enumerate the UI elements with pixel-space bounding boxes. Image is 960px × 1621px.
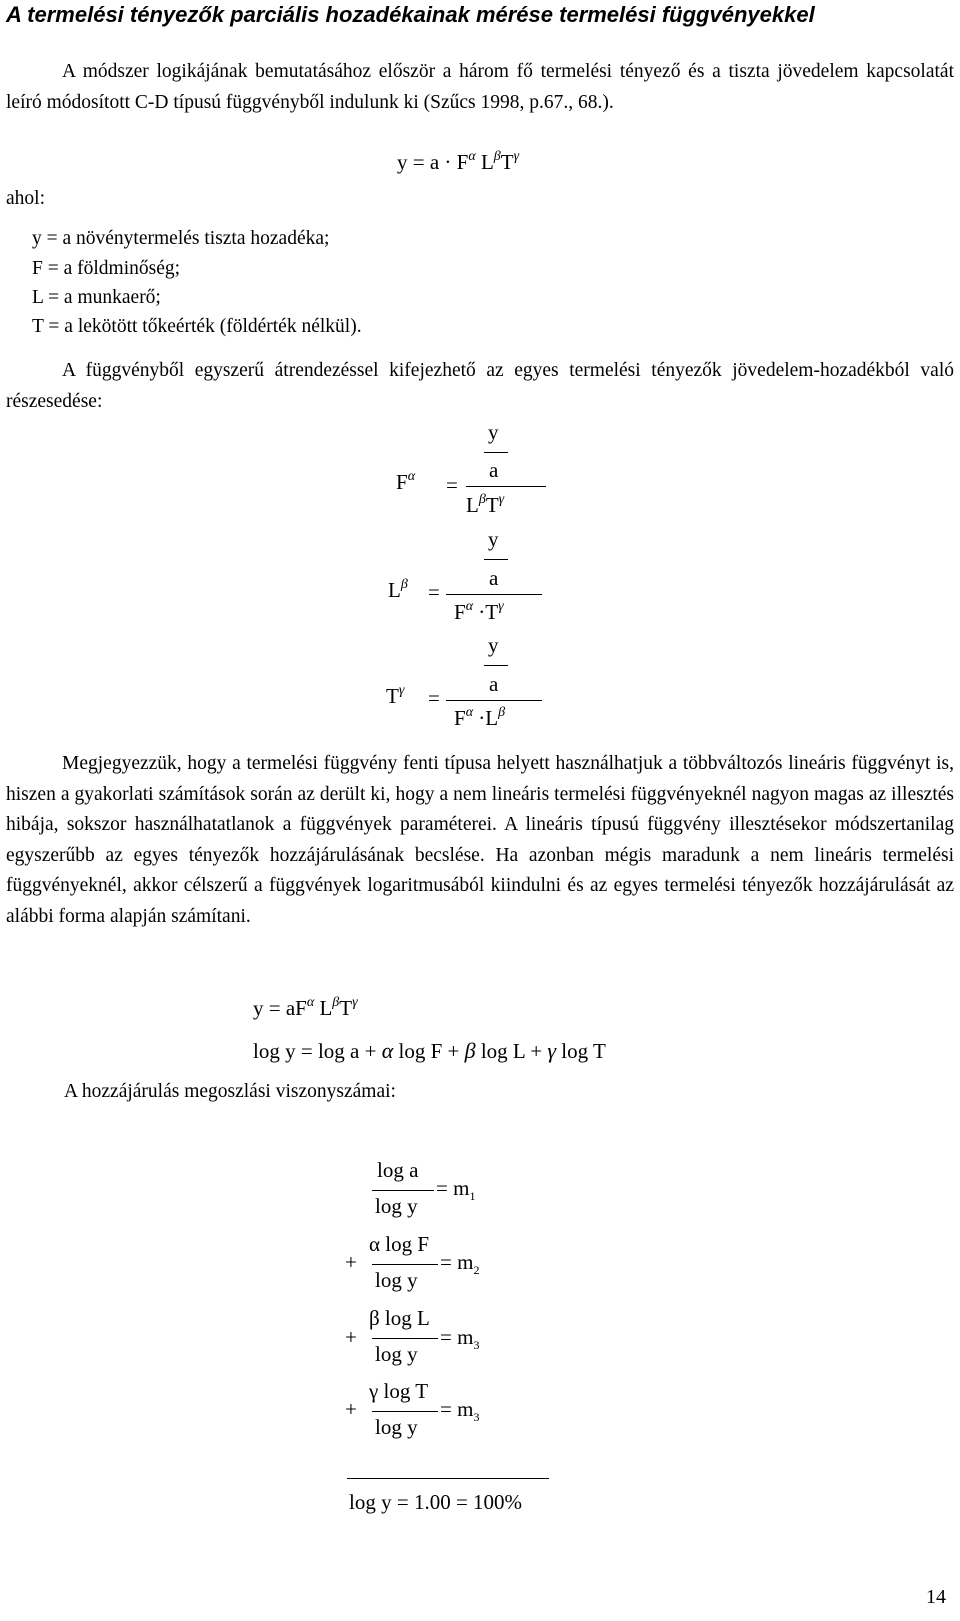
share1-main-line <box>466 486 546 487</box>
ratio1-line <box>372 1190 434 1191</box>
fl-log-y: log y <box>253 1039 296 1063</box>
ratio3-line <box>372 1338 438 1339</box>
share2-lhs <box>388 578 408 603</box>
ratio2-numerator: α log F <box>369 1232 430 1256</box>
distribution-heading: A hozzájárulás megoszlási viszonyszámai: <box>64 1081 396 1102</box>
share2-L: L <box>388 578 401 602</box>
ratio4-m: m <box>457 1397 474 1421</box>
ratio4-denominator: log y <box>375 1415 418 1439</box>
fl-plus-3: + <box>530 1039 543 1063</box>
fl-log-T: log T <box>561 1039 606 1063</box>
ratio3-index: 3 <box>473 1338 480 1352</box>
share2-inner-line <box>484 559 508 560</box>
share2-a: a <box>489 566 499 590</box>
ratio1-numerator: log a <box>377 1158 419 1182</box>
ratio3-denominator: log y <box>375 1342 418 1366</box>
fl-eq: = <box>300 1039 313 1063</box>
share3-dot: · <box>478 706 486 730</box>
formula-eq: = <box>412 150 425 174</box>
ratio3-result: = $m_3$ <box>440 1325 480 1352</box>
fl-alpha: α <box>381 1038 394 1063</box>
share3-F: F <box>454 706 466 730</box>
share2-main-line <box>446 594 542 595</box>
total-eq-2: = <box>455 1490 468 1514</box>
ratio1-index: 1 <box>469 1189 476 1203</box>
share2-denominator <box>454 600 504 625</box>
ratio4-numerator: γ log T <box>369 1379 429 1403</box>
ratio2-result: = $m_2$ <box>440 1250 480 1277</box>
share2-beta: β <box>400 577 408 592</box>
share2-T: T <box>485 600 499 624</box>
ratio4-line <box>372 1411 438 1412</box>
ratio1-result: = $m_1$ <box>436 1176 476 1203</box>
ratio4-prefix: + <box>345 1397 357 1421</box>
fy-alpha: α <box>306 995 315 1010</box>
ratio3-m: m <box>457 1325 474 1349</box>
fy-L: L <box>319 996 333 1020</box>
formula-alpha: α <box>468 149 476 164</box>
share1-beta: β <box>478 492 486 507</box>
share1-lhs <box>396 470 415 495</box>
fy-beta: β <box>332 995 340 1010</box>
total-formula <box>349 1490 522 1515</box>
definition-F: F = a földminőség; <box>32 258 181 279</box>
ratio3-numerator: β log L <box>369 1306 430 1330</box>
share1-T: T <box>485 493 499 517</box>
ratio2-line <box>372 1264 438 1265</box>
total-value: 1.00 <box>413 1490 451 1514</box>
definition-y: y = a növénytermelés tiszta hozadéka; <box>32 228 330 249</box>
fl-beta: β <box>464 1038 476 1063</box>
share3-eq: = <box>428 686 440 710</box>
fy-lhs: y <box>253 996 264 1020</box>
fl-plus-2: + <box>447 1039 460 1063</box>
total-log-y: log y <box>349 1490 392 1514</box>
formula-F: F <box>456 150 469 174</box>
fl-log-a: log a <box>317 1039 360 1063</box>
share2-alpha: α <box>465 599 474 614</box>
fy-aF: aF <box>285 996 307 1020</box>
share3-gamma: γ <box>398 683 405 698</box>
page-number: 14 <box>926 1586 946 1608</box>
definition-L: L = a munkaerő; <box>32 287 161 308</box>
formula-gamma: γ <box>513 149 520 164</box>
ratio4-result: = $m_3$ <box>440 1397 480 1424</box>
total-eq-1: = <box>396 1490 409 1514</box>
share1-gamma: γ <box>498 492 505 507</box>
formula-log <box>253 1038 606 1064</box>
ratio3-prefix: + <box>345 1325 357 1349</box>
formula-beta: β <box>493 149 501 164</box>
share2-F: F <box>454 600 466 624</box>
formula-y-product <box>253 996 358 1021</box>
formula-T: T <box>500 150 514 174</box>
share3-L: L <box>485 706 499 730</box>
share1-inner-line <box>484 452 508 453</box>
paragraph-2: A függvényből egyszerű átrendezéssel kifejezhető az egyes termelési tényezők jövedelem-hozadékból való részesedése: <box>6 360 954 412</box>
page-title: A termelési tényezők parciális hozadékainak mérése termelési függvényekkel <box>6 2 815 27</box>
ahol-label: ahol: <box>6 188 45 209</box>
ratio2-m: m <box>457 1250 474 1274</box>
fy-gamma: γ <box>352 995 358 1010</box>
main-formula <box>397 150 519 175</box>
fl-log-L: log L <box>480 1039 525 1063</box>
paragraph-3: Megjegyezzük, hogy a termelési függvény fenti típusa helyett használhatjuk a többváltozós lineáris függvényt is, hiszen a gyakorlati számítások során az derült ki, hogy a nem lineáris termelési függvényeknél nagyon magas az illesztés hibája, sokszor használhatatlanok a függvények paraméterei. A lineáris típusú függvény illesztésekor módszertanilag egyszerűbb az egyes tényezők hozzájárulásának becslése. Ha azonban mégis maradunk a nem lineáris termelési függvényeknél, akkor célszerű a függvények logaritmusából kiindulni és az egyes termelési tényezők hozzájárulását az alábbi forma alapján számítani. <box>6 753 954 927</box>
share2-dot: · <box>478 600 486 624</box>
ratio2-prefix: + <box>345 1250 357 1274</box>
fy-T: T <box>339 996 353 1020</box>
fy-eq: = <box>268 996 281 1020</box>
share3-a: a <box>489 672 499 696</box>
share1-y: y <box>488 420 499 444</box>
share1-alpha: α <box>407 469 416 484</box>
ratio2-index: 2 <box>473 1263 480 1277</box>
share1-a: a <box>489 458 499 482</box>
share1-L: L <box>466 493 479 517</box>
formula-a: a <box>429 150 440 174</box>
fl-gamma: γ <box>547 1038 556 1063</box>
share3-y: y <box>488 633 499 657</box>
share2-eq: = <box>428 580 440 604</box>
share3-beta: β <box>498 705 506 720</box>
share3-alpha: α <box>465 705 474 720</box>
share1-F: F <box>396 470 408 494</box>
share3-main-line <box>446 700 542 701</box>
share1-denominator <box>466 493 504 518</box>
total-rule <box>347 1478 549 1479</box>
ratio4-index: 3 <box>473 1410 480 1424</box>
share3-inner-line <box>484 665 508 666</box>
definition-T: T = a lekötött tőkeérték (földérték nélkül). <box>32 316 362 337</box>
share3-denominator <box>454 706 505 731</box>
formula-dot: · <box>444 150 452 174</box>
ratio2-denominator: log y <box>375 1268 418 1292</box>
intro-paragraph: A módszer logikájának bemutatásához először a három fő termelési tényező és a tiszta jövedelem kapcsolatát leíró módosított C-D típusú függvényből indulunk ki (Szűcs 1998, p.67., 68.). <box>6 61 954 113</box>
fl-plus-1: + <box>364 1039 377 1063</box>
share1-eq: = <box>446 473 458 497</box>
formula-lhs: y <box>397 150 408 174</box>
share2-y: y <box>488 527 499 551</box>
formula-L: L <box>480 150 494 174</box>
share3-T: T <box>386 684 399 708</box>
fl-log-F: log F <box>398 1039 443 1063</box>
share2-gamma: γ <box>498 599 504 614</box>
ratio1-m: m <box>453 1176 470 1200</box>
total-percent: 100% <box>473 1490 523 1514</box>
ratio1-denominator: log y <box>375 1194 418 1218</box>
share3-lhs <box>386 684 404 709</box>
